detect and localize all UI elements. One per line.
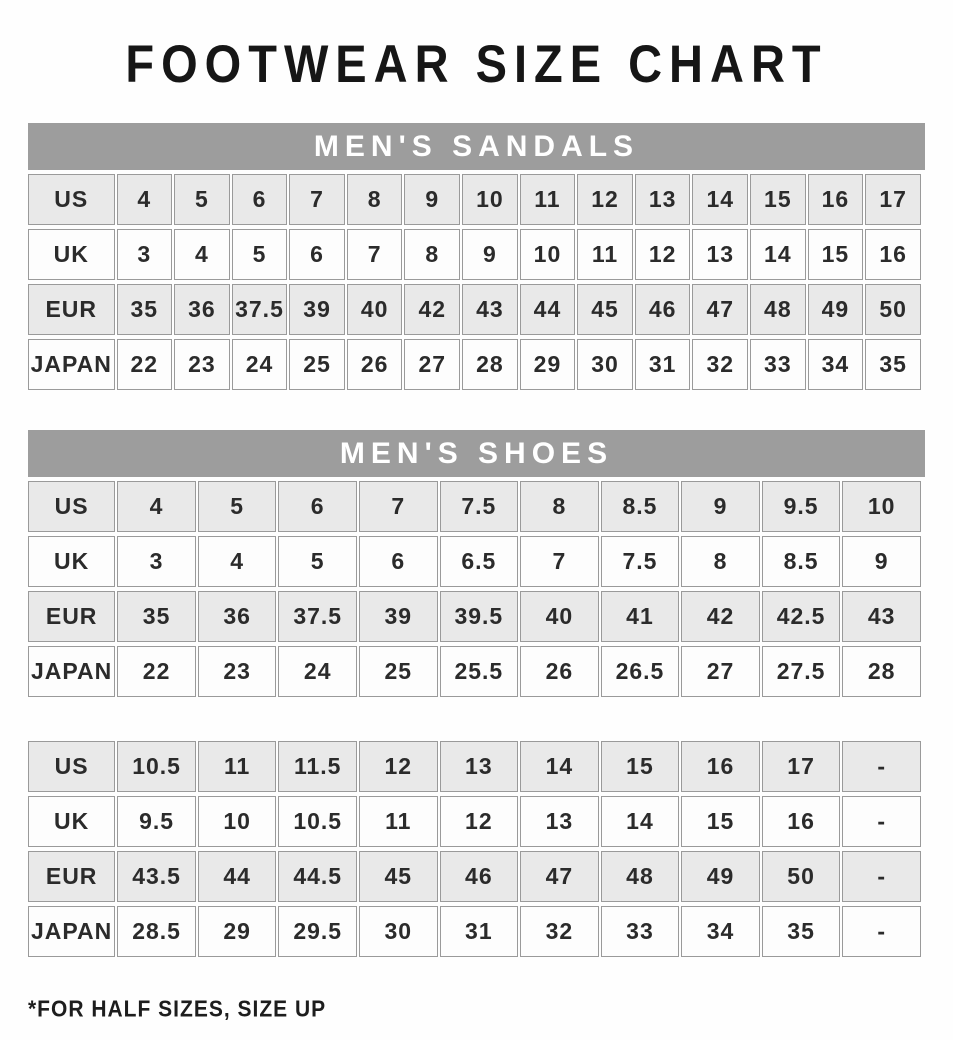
mens-shoes-header-band: MEN'S SHOES — [28, 430, 925, 477]
size-row-us — [28, 741, 921, 792]
size-cell: 43 — [462, 284, 518, 335]
size-cell: 42 — [404, 284, 460, 335]
size-cell: 47 — [692, 284, 748, 335]
size-cell: 44 — [520, 284, 576, 335]
size-cell: 29 — [520, 339, 576, 390]
size-cell: 10.5 — [117, 741, 196, 792]
row-label: JAPAN — [28, 906, 115, 957]
size-cell: 8 — [347, 174, 403, 225]
size-cell: 31 — [440, 906, 519, 957]
size-cell: 16 — [762, 796, 841, 847]
size-cell: 17 — [762, 741, 841, 792]
size-cell: 23 — [198, 646, 277, 697]
size-cell: - — [842, 796, 921, 847]
size-cell: 11.5 — [278, 741, 357, 792]
size-cell: 9.5 — [117, 796, 196, 847]
size-cell: 15 — [601, 741, 680, 792]
size-cell: 39.5 — [440, 591, 519, 642]
size-cell: 15 — [808, 229, 864, 280]
size-cell: 49 — [808, 284, 864, 335]
size-cell: 6 — [289, 229, 345, 280]
size-cell: 29 — [198, 906, 277, 957]
size-cell: 16 — [681, 741, 760, 792]
size-cell: 8 — [404, 229, 460, 280]
size-cell: 10.5 — [278, 796, 357, 847]
size-cell: 14 — [601, 796, 680, 847]
size-cell: 31 — [635, 339, 691, 390]
size-cell: 45 — [577, 284, 633, 335]
row-label: US — [28, 174, 115, 225]
size-cell: - — [842, 906, 921, 957]
size-cell: 6.5 — [440, 536, 519, 587]
size-cell: 11 — [577, 229, 633, 280]
size-row-uk — [28, 796, 921, 847]
size-cell: 26 — [520, 646, 599, 697]
size-cell: 17 — [865, 174, 921, 225]
size-cell: 7.5 — [440, 481, 519, 532]
size-row-uk — [28, 229, 921, 280]
size-cell: 13 — [440, 741, 519, 792]
size-cell: 9.5 — [762, 481, 841, 532]
size-cell: 27 — [404, 339, 460, 390]
size-cell: 5 — [232, 229, 288, 280]
size-cell: 10 — [520, 229, 576, 280]
size-cell: 14 — [520, 741, 599, 792]
mens-shoes-section — [28, 430, 925, 701]
size-cell: 26 — [347, 339, 403, 390]
size-cell: 46 — [635, 284, 691, 335]
size-cell: 3 — [117, 229, 173, 280]
size-cell: 47 — [520, 851, 599, 902]
size-cell: 10 — [842, 481, 921, 532]
size-cell: 7 — [347, 229, 403, 280]
size-cell: 35 — [762, 906, 841, 957]
row-label: UK — [28, 796, 115, 847]
size-cell: 11 — [520, 174, 576, 225]
size-cell: 36 — [198, 591, 277, 642]
size-cell: 35 — [865, 339, 921, 390]
size-cell: 10 — [462, 174, 518, 225]
size-cell: 8.5 — [601, 481, 680, 532]
size-cell: 11 — [359, 796, 438, 847]
size-cell: 8 — [520, 481, 599, 532]
size-row-eur — [28, 284, 921, 335]
size-cell: 9 — [404, 174, 460, 225]
row-label: US — [28, 481, 115, 532]
size-cell: 11 — [198, 741, 277, 792]
size-cell: 32 — [520, 906, 599, 957]
size-cell: 40 — [520, 591, 599, 642]
size-cell: 9 — [462, 229, 518, 280]
size-cell: 25 — [359, 646, 438, 697]
size-cell: 13 — [692, 229, 748, 280]
size-cell: 6 — [278, 481, 357, 532]
size-cell: 29.5 — [278, 906, 357, 957]
size-cell: 28 — [462, 339, 518, 390]
mens-shoes-continued-section — [28, 737, 925, 961]
size-cell: - — [842, 741, 921, 792]
size-cell: 25.5 — [440, 646, 519, 697]
size-cell: 37.5 — [278, 591, 357, 642]
size-cell: 30 — [577, 339, 633, 390]
row-label: UK — [28, 536, 115, 587]
size-cell: 23 — [174, 339, 230, 390]
mens-sandals-table — [26, 170, 923, 394]
mens-shoes-table — [26, 477, 923, 701]
size-cell: 3 — [117, 536, 196, 587]
size-cell: 36 — [174, 284, 230, 335]
size-cell: - — [842, 851, 921, 902]
row-label: US — [28, 741, 115, 792]
size-cell: 4 — [198, 536, 277, 587]
size-cell: 46 — [440, 851, 519, 902]
size-cell: 8.5 — [762, 536, 841, 587]
size-cell: 7 — [289, 174, 345, 225]
size-cell: 10 — [198, 796, 277, 847]
size-row-us — [28, 174, 921, 225]
size-cell: 39 — [289, 284, 345, 335]
size-cell: 37.5 — [232, 284, 288, 335]
half-sizes-footnote: *FOR HALF SIZES, SIZE UP — [28, 997, 327, 1022]
size-cell: 33 — [601, 906, 680, 957]
size-cell: 35 — [117, 284, 173, 335]
size-cell: 14 — [750, 229, 806, 280]
size-cell: 45 — [359, 851, 438, 902]
size-cell: 27 — [681, 646, 760, 697]
size-cell: 8 — [681, 536, 760, 587]
size-cell: 9 — [681, 481, 760, 532]
size-cell: 5 — [278, 536, 357, 587]
size-cell: 28.5 — [117, 906, 196, 957]
row-label: JAPAN — [28, 646, 115, 697]
size-cell: 4 — [117, 481, 196, 532]
size-cell: 50 — [762, 851, 841, 902]
size-cell: 32 — [692, 339, 748, 390]
size-cell: 16 — [808, 174, 864, 225]
row-label: UK — [28, 229, 115, 280]
size-cell: 22 — [117, 339, 173, 390]
size-cell: 44 — [198, 851, 277, 902]
size-cell: 4 — [117, 174, 173, 225]
size-cell: 12 — [577, 174, 633, 225]
size-cell: 16 — [865, 229, 921, 280]
size-cell: 13 — [635, 174, 691, 225]
size-cell: 27.5 — [762, 646, 841, 697]
size-cell: 12 — [635, 229, 691, 280]
size-cell: 34 — [808, 339, 864, 390]
size-cell: 48 — [750, 284, 806, 335]
size-cell: 42 — [681, 591, 760, 642]
size-cell: 40 — [347, 284, 403, 335]
size-cell: 13 — [520, 796, 599, 847]
size-cell: 48 — [601, 851, 680, 902]
size-cell: 14 — [692, 174, 748, 225]
size-cell: 6 — [232, 174, 288, 225]
size-cell: 6 — [359, 536, 438, 587]
page-title: FOOTWEAR SIZE CHART — [125, 33, 828, 94]
size-cell: 24 — [278, 646, 357, 697]
row-label: EUR — [28, 851, 115, 902]
size-cell: 39 — [359, 591, 438, 642]
size-cell: 22 — [117, 646, 196, 697]
size-cell: 15 — [750, 174, 806, 225]
size-cell: 7 — [359, 481, 438, 532]
mens-sandals-header-band: MEN'S SANDALS — [28, 123, 925, 170]
size-cell: 43.5 — [117, 851, 196, 902]
size-cell: 5 — [174, 174, 230, 225]
size-cell: 49 — [681, 851, 760, 902]
size-row-japan — [28, 906, 921, 957]
size-cell: 43 — [842, 591, 921, 642]
size-row-uk — [28, 536, 921, 587]
size-cell: 24 — [232, 339, 288, 390]
row-label: EUR — [28, 591, 115, 642]
row-label: JAPAN — [28, 339, 115, 390]
size-cell: 12 — [440, 796, 519, 847]
size-cell: 28 — [842, 646, 921, 697]
size-cell: 30 — [359, 906, 438, 957]
size-cell: 12 — [359, 741, 438, 792]
size-row-japan — [28, 646, 921, 697]
size-cell: 35 — [117, 591, 196, 642]
size-cell: 42.5 — [762, 591, 841, 642]
size-cell: 33 — [750, 339, 806, 390]
size-row-eur — [28, 591, 921, 642]
size-row-us — [28, 481, 921, 532]
size-cell: 41 — [601, 591, 680, 642]
size-cell: 5 — [198, 481, 277, 532]
mens-shoes-continued-table — [26, 737, 923, 961]
size-cell: 7 — [520, 536, 599, 587]
size-row-eur — [28, 851, 921, 902]
size-cell: 9 — [842, 536, 921, 587]
size-cell: 7.5 — [601, 536, 680, 587]
size-cell: 26.5 — [601, 646, 680, 697]
size-cell: 25 — [289, 339, 345, 390]
size-row-japan — [28, 339, 921, 390]
mens-sandals-section — [28, 123, 925, 394]
row-label: EUR — [28, 284, 115, 335]
size-cell: 44.5 — [278, 851, 357, 902]
size-cell: 50 — [865, 284, 921, 335]
size-cell: 4 — [174, 229, 230, 280]
size-cell: 15 — [681, 796, 760, 847]
size-cell: 34 — [681, 906, 760, 957]
